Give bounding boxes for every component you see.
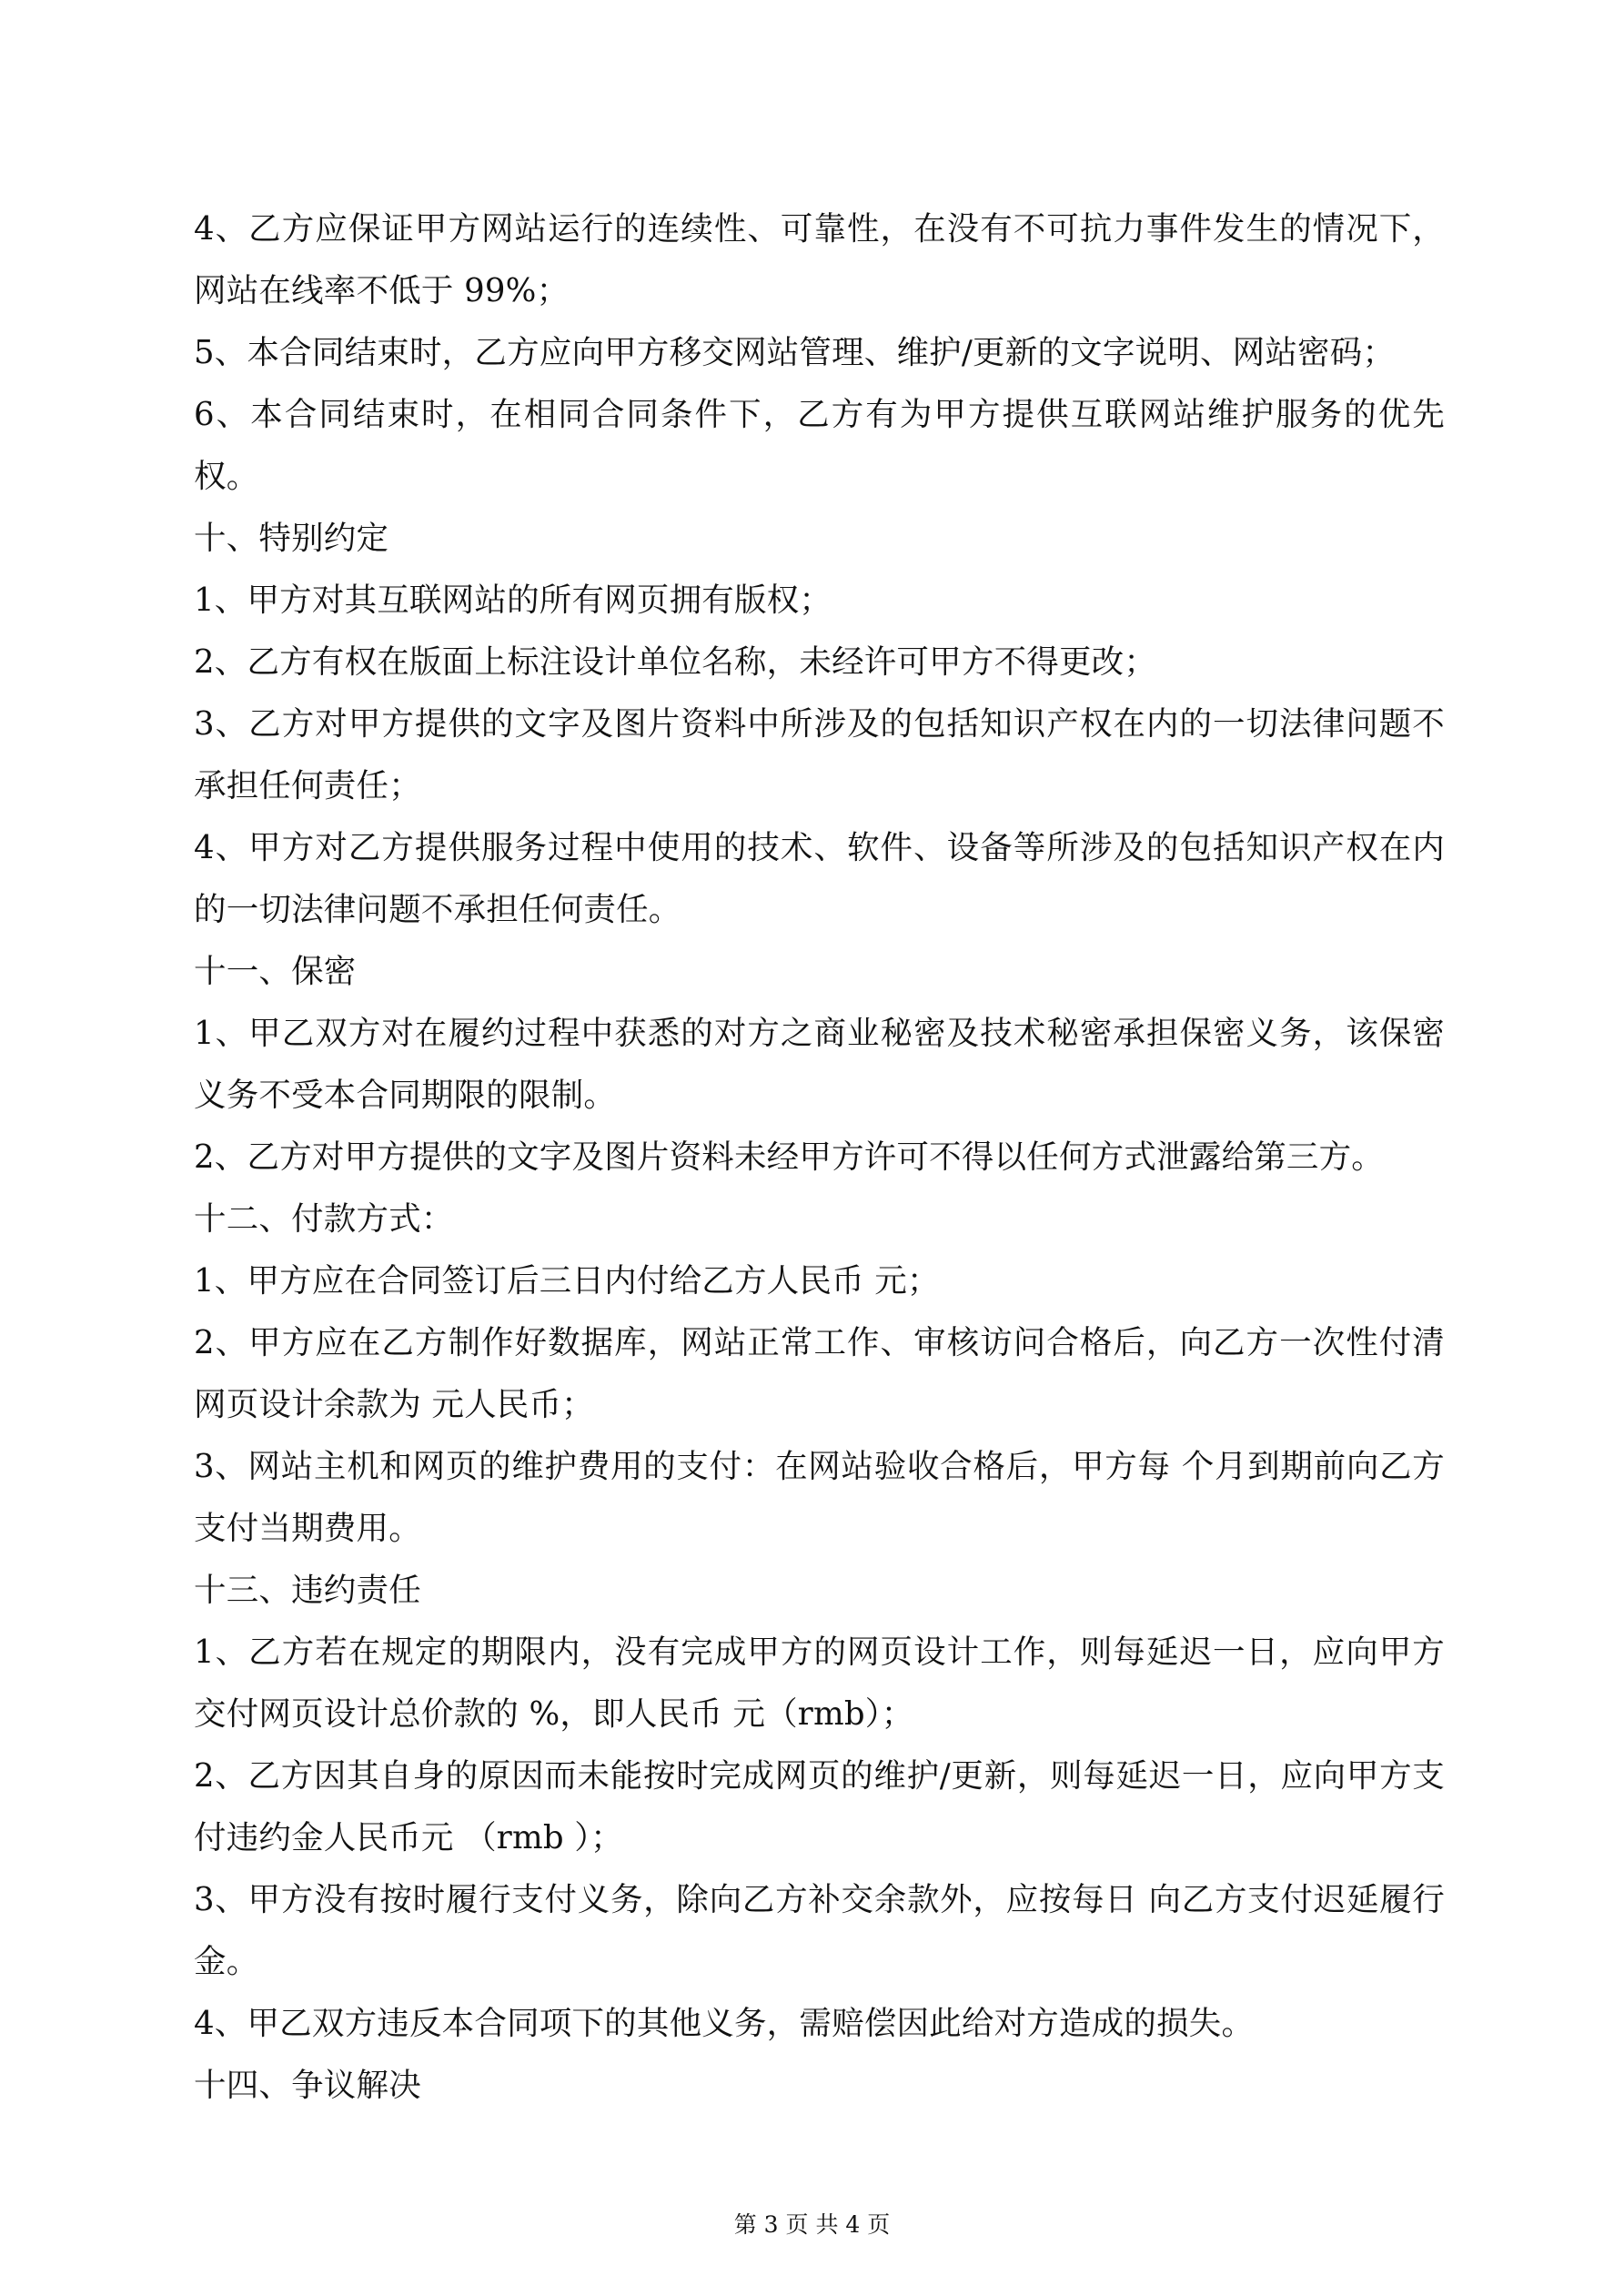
section-heading-14: 十四、争议解决 — [194, 2067, 421, 2104]
section-heading-11: 十一、保密 — [194, 953, 357, 990]
paragraph-11-2: 2、乙方对甲方提供的文字及图片资料未经甲方许可不得以任何方式泄露给第三方。 — [194, 1138, 1384, 1176]
paragraph-13-3: 3、甲方没有按时履行支付义务，除向乙方补交余款外，应按每日 向乙方支付迟延履行金。 — [194, 1881, 1445, 1980]
paragraph-10-1: 1、甲方对其互联网站的所有网页拥有版权； — [194, 582, 832, 619]
paragraph-10-4: 4、甲方对乙方提供服务过程中使用的技术、软件、设备等所涉及的包括知识产权在内的一切法律问题不承担任何责任。 — [194, 829, 1445, 928]
paragraph-11-1: 1、甲乙双方对在履约过程中获悉的对方之商业秘密及技术秘密承担保密义务，该保密义务不受本合同期限的限制。 — [194, 1015, 1445, 1114]
paragraph-9-4: 4、乙方应保证甲方网站运行的连续性、可靠性，在没有不可抗力事件发生的情况下，网站在线率不低于 99%； — [194, 210, 1445, 309]
page-number: 第 3 页 共 4 页 — [733, 2211, 891, 2238]
paragraph-12-3: 3、网站主机和网页的维护费用的支付：在网站验收合格后，甲方每 个月到期前向乙方支付当期费用。 — [194, 1448, 1445, 1547]
paragraph-10-3: 3、乙方对甲方提供的文字及图片资料中所涉及的包括知识产权在内的一切法律问题不承担任何责任； — [194, 705, 1445, 804]
document-body — [194, 198, 1445, 2117]
paragraph-12-1: 1、甲方应在合同签订后三日内付给乙方人民币 元； — [194, 1262, 940, 1300]
paragraph-13-1: 1、乙方若在规定的期限内，没有完成甲方的网页设计工作，则每延迟一日，应向甲方交付网页设计总价款的 %，即人民币 元（rmb）； — [194, 1633, 1445, 1733]
page-footer — [0, 2211, 1624, 2239]
paragraph-13-4: 4、甲乙双方违反本合同项下的其他义务，需赔偿因此给对方造成的损失。 — [194, 2005, 1255, 2042]
paragraph-13-2: 2、乙方因其自身的原因而未能按时完成网页的维护/更新，则每延迟一日，应向甲方支付违约金人民币元 （rmb ）； — [194, 1757, 1445, 1856]
paragraph-10-2: 2、乙方有权在版面上标注设计单位名称，未经许可甲方不得更改； — [194, 643, 1157, 681]
paragraph-9-5: 5、本合同结束时，乙方应向甲方移交网站管理、维护/更新的文字说明、网站密码； — [194, 334, 1396, 371]
paragraph-12-2: 2、甲方应在乙方制作好数据库，网站正常工作、审核访问合格后，向乙方一次性付清网页设计余款为 元人民币； — [194, 1324, 1445, 1423]
section-heading-13: 十三、违约责任 — [194, 1572, 421, 1609]
section-heading-12: 十二、付款方式： — [194, 1200, 454, 1238]
section-heading-10: 十、特别约定 — [194, 520, 389, 557]
paragraph-9-6: 6、本合同结束时，在相同合同条件下，乙方有为甲方提供互联网站维护服务的优先权。 — [194, 396, 1445, 495]
